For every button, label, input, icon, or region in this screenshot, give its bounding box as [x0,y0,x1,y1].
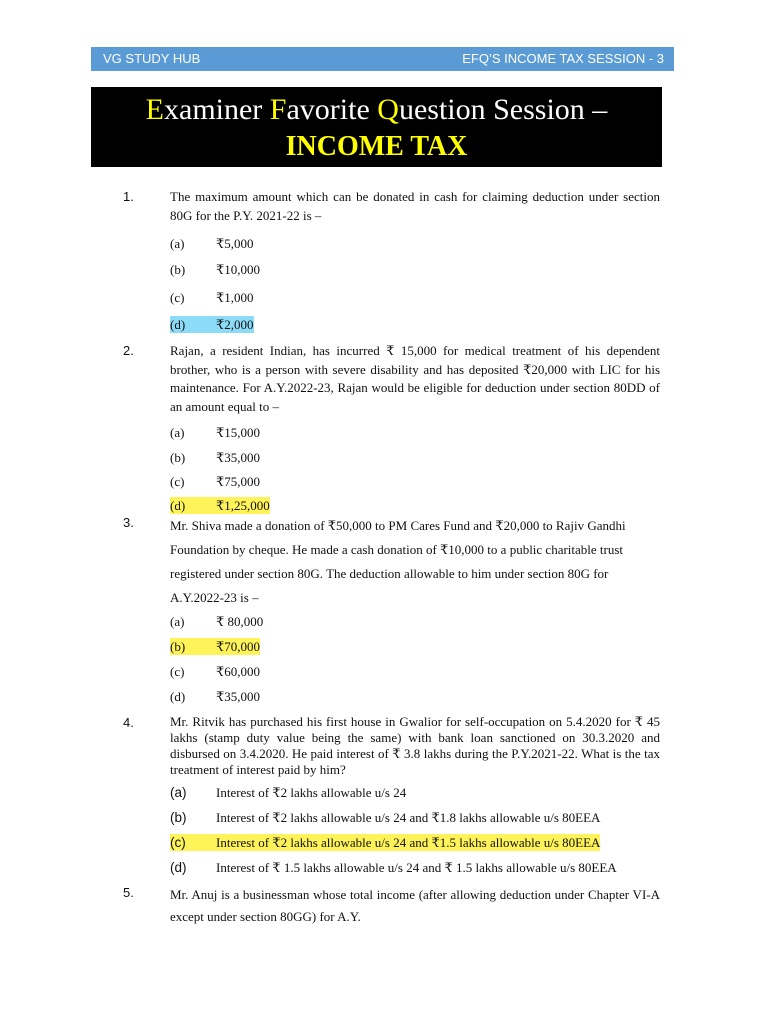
option-text: ₹15,000 [216,425,261,440]
option-text: Interest of ₹2 lakhs allowable u/s 24 [216,785,407,800]
title-line-1 [91,91,662,129]
option-d [170,688,260,705]
title-initial-e: E [145,93,164,126]
option-letter: (d) [170,689,186,704]
option-letter: (a) [170,425,185,440]
option-letter: (b) [170,450,186,465]
question-number: 3. [123,515,134,530]
question-text: Mr. Ritvik has purchased his first house in Gwalior for self-occupation on 5.4.2020 for ₹ 45 lakhs (stamp duty value being the same) with bank loan sanctioned on 30.3.2020 and disbursed on 3.4.2020. He paid interest of ₹ 3.8 lakhs during the P.Y.2021-22. What is the tax treatment of interest paid by him? [170,714,660,777]
option-c-answer [170,834,600,851]
option-letter: (c) [170,290,185,305]
question-text: Mr. Shiva made a donation of ₹50,000 to PM Cares Fund and ₹20,000 to Rajiv Gandhi Foundation by cheque. He made a cash donation of ₹10,000 to a public charitable trust registered under section 80G. The deduction allowable to him under section 80G for A.Y.2022-23 is – [170,518,626,605]
title-initial-q: Q [377,93,399,126]
question-number: 2. [123,343,134,358]
title-line-2: INCOME TAX [285,131,468,162]
option-c [170,473,260,490]
title-word-question-session: uestion Session – [398,93,608,126]
option-text: ₹10,000 [216,262,261,277]
option-b-answer [170,638,260,655]
question-number: 5. [123,885,134,900]
option-letter: (d) [170,498,186,513]
option-text: ₹75,000 [216,474,261,489]
option-b [170,449,260,466]
question-text: The maximum amount which can be donated in cash for claiming deduction under section 80G for the P.Y. 2021-22 is – [170,189,660,223]
option-text: ₹35,000 [216,450,261,465]
header-right-text: EFQ’S INCOME TAX SESSION - 3 [462,51,664,66]
option-letter: (c) [170,474,185,489]
option-a [170,784,406,801]
option-text: Interest of ₹2 lakhs allowable u/s 24 and ₹1.8 lakhs allowable u/s 80EEA [216,810,601,825]
option-letter: (d) [170,317,186,332]
option-text: ₹60,000 [216,664,261,679]
question-number: 1. [123,189,134,204]
option-text: Interest of ₹2 lakhs allowable u/s 24 and ₹1.5 lakhs allowable u/s 80EEA [216,835,601,850]
title-word-favorite: avorite [286,93,378,126]
question-text: Rajan, a resident Indian, has incurred ₹ 15,000 for medical treatment of his dependent brother, who is a person with severe disability and has deposited ₹20,000 with LIC for his maintenance. For A.Y.2022-23, Rajan would be eligible for deduction under section 80DD of an amount equal to – [170,343,660,414]
option-text: ₹70,000 [216,639,261,654]
title-initial-f: F [269,93,287,126]
option-text: ₹2,000 [216,317,254,332]
option-letter: (a) [170,236,185,251]
option-d-answer [170,316,254,333]
option-letter: (c) [170,664,185,679]
option-b [170,261,260,278]
option-b [170,809,600,826]
option-letter: (c) [170,835,186,850]
header-left-text: VG STUDY HUB [103,51,201,66]
option-text: ₹5,000 [216,236,254,251]
option-letter: (a) [170,785,187,800]
option-text: ₹35,000 [216,689,261,704]
option-c [170,289,254,306]
option-letter: (a) [170,614,185,629]
option-letter: (b) [170,639,186,654]
title-box [91,87,662,167]
question-text: Mr. Anuj is a businessman whose total income (after allowing deduction under Chapter VI-A except under section 80GG) for A.Y. [170,887,660,924]
option-text: ₹1,25,000 [216,498,270,513]
option-letter: (d) [170,860,187,875]
header-bar [91,47,674,71]
option-d [170,859,617,876]
option-a [170,613,263,630]
option-a [170,235,254,252]
option-d-answer [170,497,270,514]
title-word-examiner: xaminer [164,93,270,126]
question-number: 4. [123,715,134,730]
option-letter: (b) [170,262,186,277]
option-c [170,663,260,680]
option-text: Interest of ₹ 1.5 lakhs allowable u/s 24 and ₹ 1.5 lakhs allowable u/s 80EEA [216,860,617,875]
option-text: ₹1,000 [216,290,254,305]
option-a [170,424,260,441]
option-text: ₹ 80,000 [216,614,264,629]
option-letter: (b) [170,810,187,825]
